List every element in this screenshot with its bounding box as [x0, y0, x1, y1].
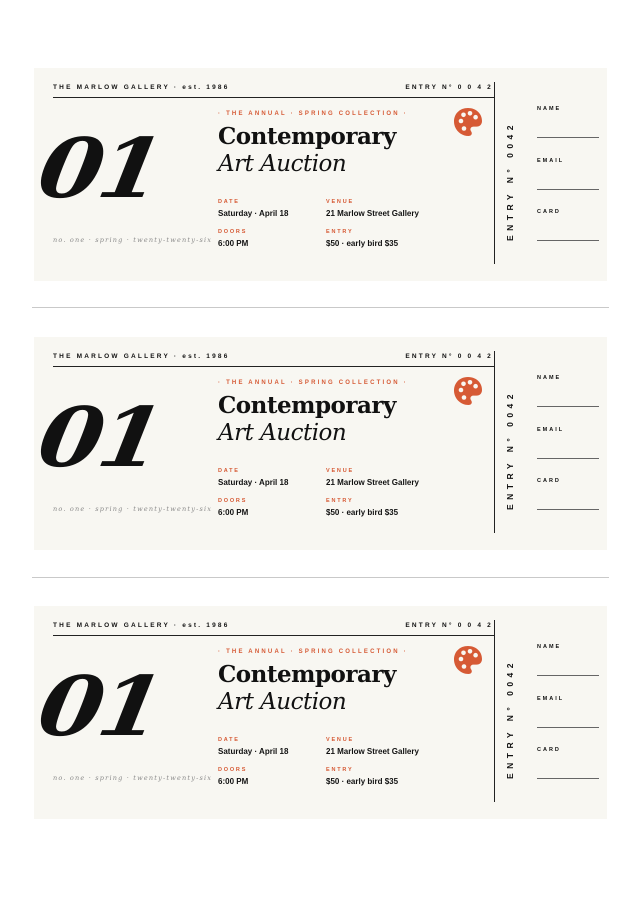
entry-price-value: $50 · early bird $35	[326, 777, 399, 786]
event-eyebrow: · THE ANNUAL · SPRING COLLECTION ·	[218, 649, 408, 655]
ticket-subline: no. one · spring · twenty-twenty-six	[53, 505, 213, 513]
perforation-rule	[494, 620, 495, 802]
stub-name-label: NAME	[537, 644, 562, 650]
event-subtitle: Art Auction	[218, 151, 347, 177]
gallery-name: THE MARLOW GALLERY · est. 1986	[53, 622, 230, 629]
event-subtitle: Art Auction	[218, 420, 347, 446]
doors-value: 6:00 PM	[218, 239, 249, 248]
stub-name-label: NAME	[537, 375, 562, 381]
ticket	[31, 68, 607, 281]
stub-entry-number: ENTRY N° 0042	[505, 120, 515, 241]
event-title: Contemporary	[218, 392, 396, 419]
stub-entry-number: ENTRY N° 0042	[505, 658, 515, 779]
stub-email-label: EMAIL	[537, 158, 565, 164]
stub-email-field[interactable]	[537, 727, 599, 728]
stub-email-field[interactable]	[537, 458, 599, 459]
doors-value: 6:00 PM	[218, 777, 249, 786]
ticket	[31, 606, 607, 819]
event-title: Contemporary	[218, 661, 396, 688]
event-eyebrow: · THE ANNUAL · SPRING COLLECTION ·	[218, 380, 408, 386]
cut-line	[32, 577, 609, 578]
stub-card-label: CARD	[537, 747, 561, 753]
perforation-rule	[494, 82, 495, 264]
entry-price-label: ENTRY	[326, 767, 354, 773]
entry-number-top: ENTRY N° 0 0 4 2	[405, 353, 493, 360]
gallery-name: THE MARLOW GALLERY · est. 1986	[53, 353, 230, 360]
entry-number-top: ENTRY N° 0 0 4 2	[405, 84, 493, 91]
venue-value: 21 Marlow Street Gallery	[326, 747, 419, 756]
ticket	[31, 337, 607, 550]
date-value: Saturday · April 18	[218, 747, 289, 756]
ticket-number: 01	[31, 390, 168, 486]
venue-label: VENUE	[326, 468, 354, 474]
stub-name-label: NAME	[537, 106, 562, 112]
entry-price-value: $50 · early bird $35	[326, 239, 399, 248]
entry-price-label: ENTRY	[326, 229, 354, 235]
top-rule	[53, 635, 494, 636]
entry-price-label: ENTRY	[326, 498, 354, 504]
date-label: DATE	[218, 199, 240, 205]
date-value: Saturday · April 18	[218, 209, 289, 218]
date-value: Saturday · April 18	[218, 478, 289, 487]
venue-label: VENUE	[326, 737, 354, 743]
stub-card-field[interactable]	[537, 240, 599, 241]
palette-icon	[452, 106, 484, 138]
top-rule	[53, 366, 494, 367]
doors-label: DOORS	[218, 498, 248, 504]
date-label: DATE	[218, 468, 240, 474]
doors-label: DOORS	[218, 767, 248, 773]
doors-value: 6:00 PM	[218, 508, 249, 517]
stub-email-label: EMAIL	[537, 427, 565, 433]
stub-card-label: CARD	[537, 478, 561, 484]
stub-email-label: EMAIL	[537, 696, 565, 702]
gallery-name: THE MARLOW GALLERY · est. 1986	[53, 84, 230, 91]
top-rule	[53, 97, 494, 98]
stub-name-field[interactable]	[537, 137, 599, 138]
palette-icon	[452, 375, 484, 407]
entry-price-value: $50 · early bird $35	[326, 508, 399, 517]
stub-name-field[interactable]	[537, 406, 599, 407]
doors-label: DOORS	[218, 229, 248, 235]
stub-name-field[interactable]	[537, 675, 599, 676]
date-label: DATE	[218, 737, 240, 743]
perforation-rule	[494, 351, 495, 533]
stub-card-field[interactable]	[537, 778, 599, 779]
stub-entry-number: ENTRY N° 0042	[505, 389, 515, 510]
stub-card-field[interactable]	[537, 509, 599, 510]
palette-icon	[452, 644, 484, 676]
ticket-number: 01	[31, 659, 168, 755]
stub-card-label: CARD	[537, 209, 561, 215]
ticket-subline: no. one · spring · twenty-twenty-six	[53, 774, 213, 782]
cut-line	[32, 307, 609, 308]
event-title: Contemporary	[218, 123, 396, 150]
event-eyebrow: · THE ANNUAL · SPRING COLLECTION ·	[218, 111, 408, 117]
venue-value: 21 Marlow Street Gallery	[326, 209, 419, 218]
ticket-number: 01	[31, 121, 168, 217]
stub-email-field[interactable]	[537, 189, 599, 190]
entry-number-top: ENTRY N° 0 0 4 2	[405, 622, 493, 629]
event-subtitle: Art Auction	[218, 689, 347, 715]
ticket-subline: no. one · spring · twenty-twenty-six	[53, 236, 213, 244]
venue-label: VENUE	[326, 199, 354, 205]
venue-value: 21 Marlow Street Gallery	[326, 478, 419, 487]
